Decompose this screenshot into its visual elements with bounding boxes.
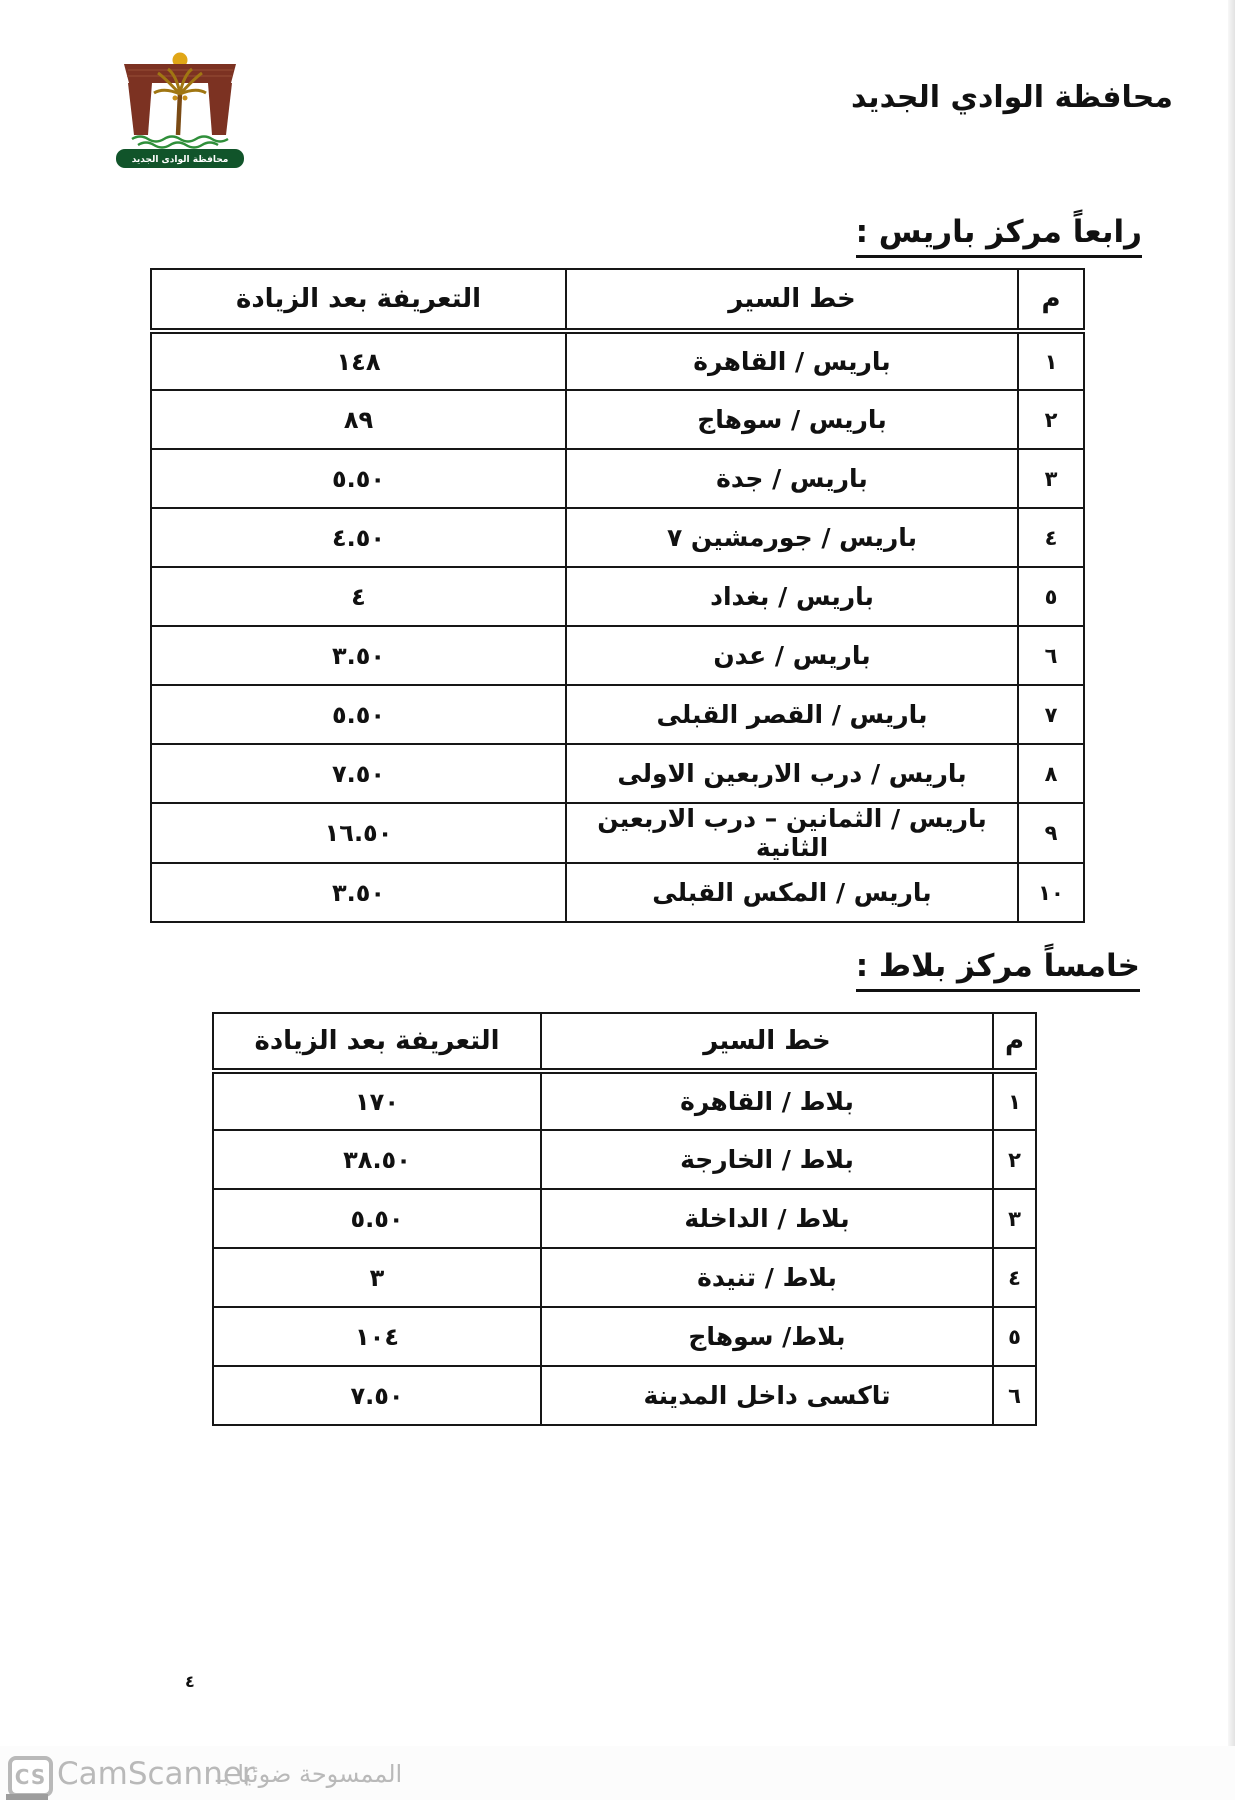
balat-tariff-table xyxy=(212,1012,1037,1426)
table-row xyxy=(213,1366,1036,1425)
scan-edge-shadow xyxy=(1228,0,1235,1800)
cell-tariff: ١٠٤ xyxy=(213,1307,541,1366)
cell-tariff: ١٦.٥٠ xyxy=(151,803,566,863)
cell-tariff: ٤.٥٠ xyxy=(151,508,566,567)
page-title: محافظة الوادي الجديد xyxy=(850,80,1173,115)
cell-route: بلاط / الخارجة xyxy=(541,1130,993,1189)
page-number: ٤ xyxy=(185,1672,195,1691)
cell-tariff: ٣٨.٥٠ xyxy=(213,1130,541,1189)
col-header-tariff: التعريفة بعد الزيادة xyxy=(151,269,566,331)
table-row xyxy=(151,449,1084,508)
table-header-row xyxy=(213,1013,1036,1071)
table-row xyxy=(213,1189,1036,1248)
table-row xyxy=(151,567,1084,626)
table-row xyxy=(213,1071,1036,1130)
cell-tariff: ٨٩ xyxy=(151,390,566,449)
cell-route: تاكسى داخل المدينة xyxy=(541,1366,993,1425)
cell-tariff: ١٧٠ xyxy=(213,1071,541,1130)
cell-tariff: ٤ xyxy=(151,567,566,626)
cell-route: باريس / المكس القبلى xyxy=(566,863,1018,922)
cell-index: ٩ xyxy=(1018,803,1084,863)
cell-route: باريس / الثمانين – درب الاربعين الثانية xyxy=(566,803,1018,863)
col-header-index: م xyxy=(993,1013,1036,1071)
cell-tariff: ٥.٥٠ xyxy=(151,449,566,508)
table-row xyxy=(213,1130,1036,1189)
camscanner-logo-tab xyxy=(6,1794,48,1800)
cell-index: ٢ xyxy=(993,1130,1036,1189)
cell-tariff: ٣.٥٠ xyxy=(151,626,566,685)
cell-index: ٧ xyxy=(1018,685,1084,744)
col-header-route: خط السير xyxy=(566,269,1018,331)
cell-route: باريس / جورمشين ٧ xyxy=(566,508,1018,567)
cell-tariff: ٧.٥٠ xyxy=(151,744,566,803)
cell-route: باريس / جدة xyxy=(566,449,1018,508)
cell-route: باريس / عدن xyxy=(566,626,1018,685)
table-row xyxy=(213,1248,1036,1307)
cell-index: ١ xyxy=(993,1071,1036,1130)
cell-route: باريس / بغداد xyxy=(566,567,1018,626)
cell-index: ٢ xyxy=(1018,390,1084,449)
section-title-paris: رابعاً مركز باريس : xyxy=(856,214,1142,258)
cell-route: باريس / سوهاج xyxy=(566,390,1018,449)
table-row xyxy=(151,508,1084,567)
cell-tariff: ١٤٨ xyxy=(151,331,566,390)
cell-tariff: ٣ xyxy=(213,1248,541,1307)
cell-index: ٣ xyxy=(993,1189,1036,1248)
col-header-route: خط السير xyxy=(541,1013,993,1071)
table-row xyxy=(151,390,1084,449)
cell-index: ٤ xyxy=(1018,508,1084,567)
cell-tariff: ٥.٥٠ xyxy=(213,1189,541,1248)
cell-tariff: ٣.٥٠ xyxy=(151,863,566,922)
cell-index: ١ xyxy=(1018,331,1084,390)
table-row xyxy=(151,626,1084,685)
cell-route: بلاط/ سوهاج xyxy=(541,1307,993,1366)
governorate-logo-icon xyxy=(112,46,248,172)
cell-index: ٦ xyxy=(993,1366,1036,1425)
cell-index: ٥ xyxy=(993,1307,1036,1366)
col-header-index: م xyxy=(1018,269,1084,331)
cell-index: ١٠ xyxy=(1018,863,1084,922)
table-row xyxy=(151,331,1084,390)
cell-tariff: ٥.٥٠ xyxy=(151,685,566,744)
table-row xyxy=(213,1307,1036,1366)
cell-index: ٣ xyxy=(1018,449,1084,508)
cell-route: بلاط / الداخلة xyxy=(541,1189,993,1248)
table-row xyxy=(151,803,1084,863)
section-title-balat: خامساً مركز بلاط : xyxy=(856,948,1140,992)
cell-index: ٤ xyxy=(993,1248,1036,1307)
col-header-tariff: التعريفة بعد الزيادة xyxy=(213,1013,541,1071)
cell-index: ٦ xyxy=(1018,626,1084,685)
cell-route: باريس / القصر القبلى xyxy=(566,685,1018,744)
cell-index: ٥ xyxy=(1018,567,1084,626)
governorate-emblem-graphic xyxy=(112,46,248,172)
cell-index: ٨ xyxy=(1018,744,1084,803)
table-row xyxy=(151,744,1084,803)
paris-tariff-table xyxy=(150,268,1085,923)
camscanner-arabic-note: الممسوحة ضوئيا بـ xyxy=(216,1760,403,1788)
cell-route: بلاط / تنيدة xyxy=(541,1248,993,1307)
cell-route: بلاط / القاهرة xyxy=(541,1071,993,1130)
table-row xyxy=(151,685,1084,744)
camscanner-brand-text: CamScanner xyxy=(57,1756,255,1792)
table-row xyxy=(151,863,1084,922)
table-header-row xyxy=(151,269,1084,331)
cell-tariff: ٧.٥٠ xyxy=(213,1366,541,1425)
cell-route: باريس / درب الاربعين الاولى xyxy=(566,744,1018,803)
logo-banner-text: محافظة الوادى الجديد xyxy=(131,155,229,165)
camscanner-logo-icon xyxy=(8,1756,53,1797)
camscanner-logo-letters: CS xyxy=(14,1764,47,1789)
cell-route: باريس / القاهرة xyxy=(566,331,1018,390)
